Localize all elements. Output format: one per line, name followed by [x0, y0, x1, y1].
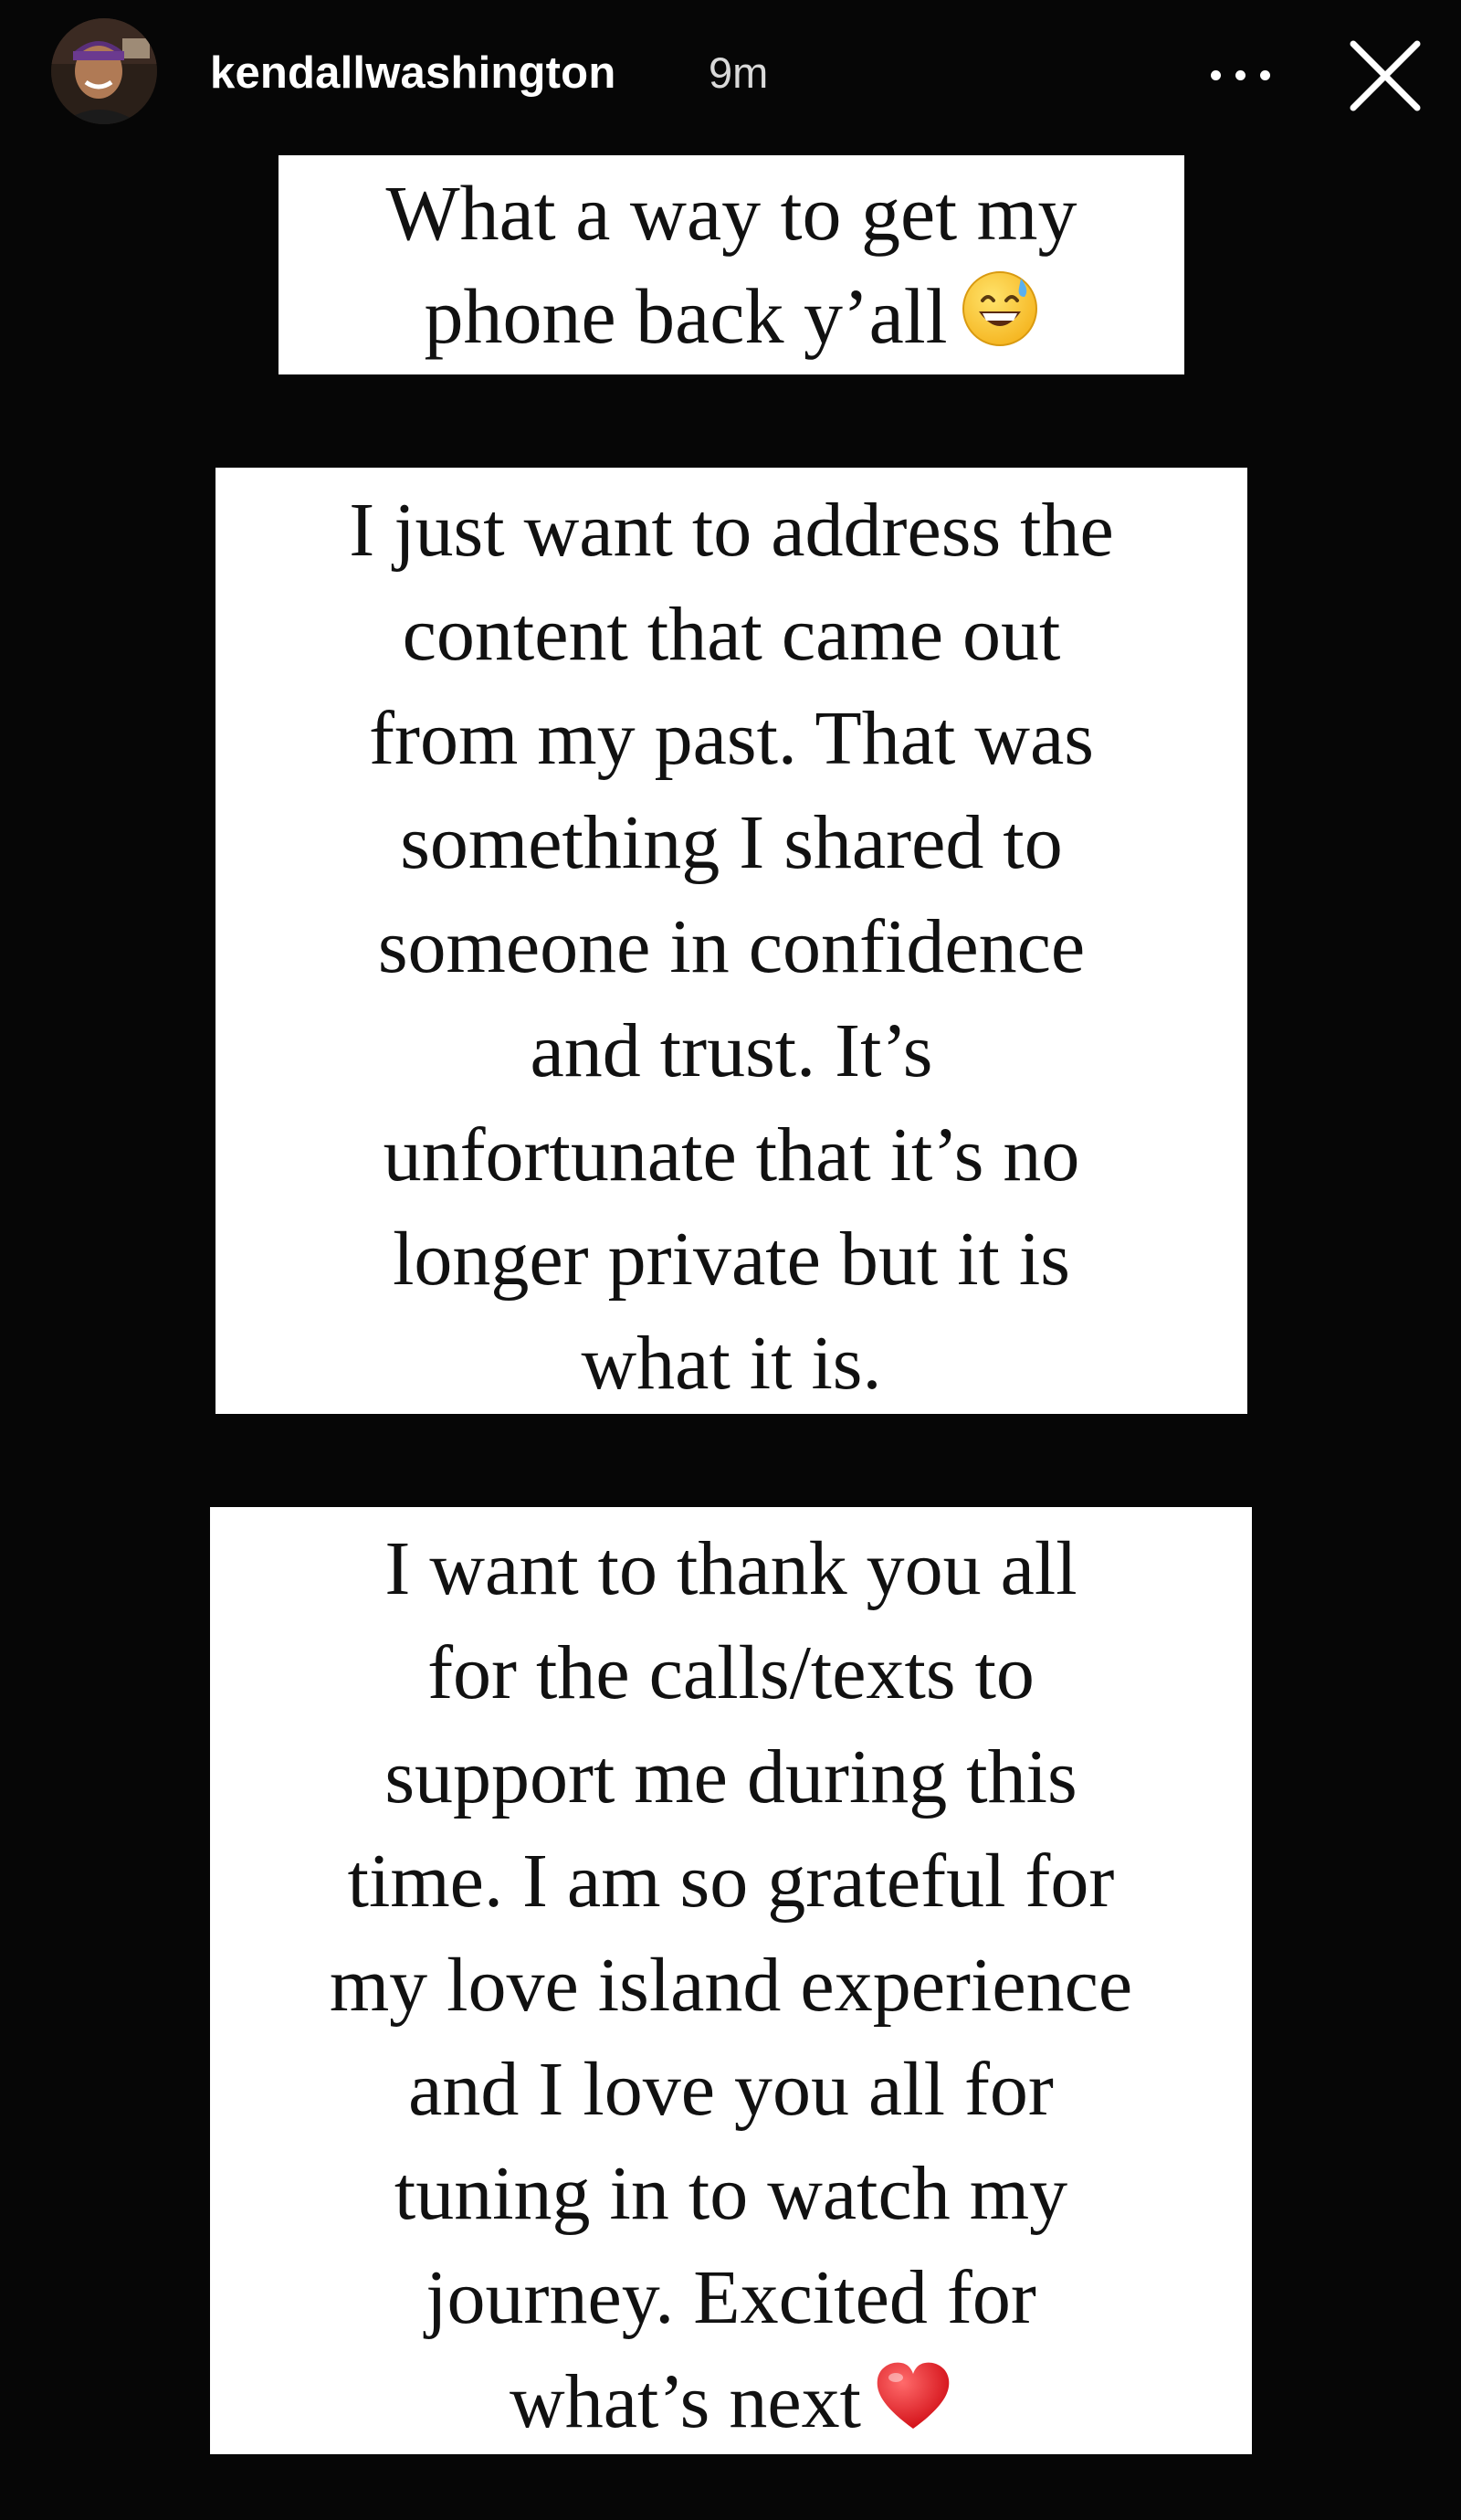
- more-horizontal-icon: [1211, 70, 1221, 80]
- sticker-2-line: unfortunate that it’s no: [383, 1112, 1080, 1197]
- sticker-3-line: time. I am so grateful for: [347, 1839, 1115, 1924]
- sticker-2-line: content that came out: [402, 592, 1061, 677]
- grinning-sweat-emoji-icon: [961, 269, 1039, 374]
- red-heart-emoji-icon: [874, 2356, 952, 2460]
- sticker-2-line: and trust. It’s: [530, 1008, 933, 1093]
- story-timestamp: 9m: [709, 48, 769, 97]
- avatar-image: [51, 18, 157, 124]
- sticker-2-line: I just want to address the: [349, 488, 1114, 573]
- close-button[interactable]: [1344, 35, 1426, 117]
- more-options-button[interactable]: [1200, 46, 1282, 100]
- text-sticker-2: [215, 468, 1247, 1414]
- sticker-3-line: what’s next: [210, 2350, 1252, 2460]
- user-avatar[interactable]: [51, 18, 157, 124]
- sticker-3-line: my love island experience: [329, 1943, 1133, 2028]
- sticker-2-line: what it is.: [581, 1321, 882, 1406]
- sticker-3-line: journey. Excited for: [426, 2255, 1036, 2340]
- close-icon: [1344, 35, 1426, 117]
- sticker-3-line: support me during this: [384, 1734, 1077, 1819]
- sticker-3-line: tuning in to watch my: [394, 2151, 1068, 2236]
- sticker-2-line: longer private but it is: [393, 1217, 1070, 1302]
- sticker-3-line: and I love you all for: [408, 2047, 1054, 2132]
- story-header: [0, 0, 1461, 155]
- sticker-2-line: something I shared to: [400, 800, 1063, 885]
- story-username[interactable]: kendallwashington: [210, 48, 616, 98]
- text-sticker-1: [279, 155, 1184, 374]
- sticker-1-line-2: phone back y’all: [279, 265, 1184, 374]
- sticker-1-line-1: What a way to get my: [385, 169, 1077, 257]
- sticker-3-line: for the calls/texts to: [427, 1630, 1035, 1715]
- sticker-2-line: from my past. That was: [369, 696, 1094, 781]
- text-sticker-3: [210, 1507, 1252, 2454]
- sticker-3-line: I want to thank you all: [384, 1526, 1077, 1611]
- sticker-2-line: someone in confidence: [377, 904, 1086, 989]
